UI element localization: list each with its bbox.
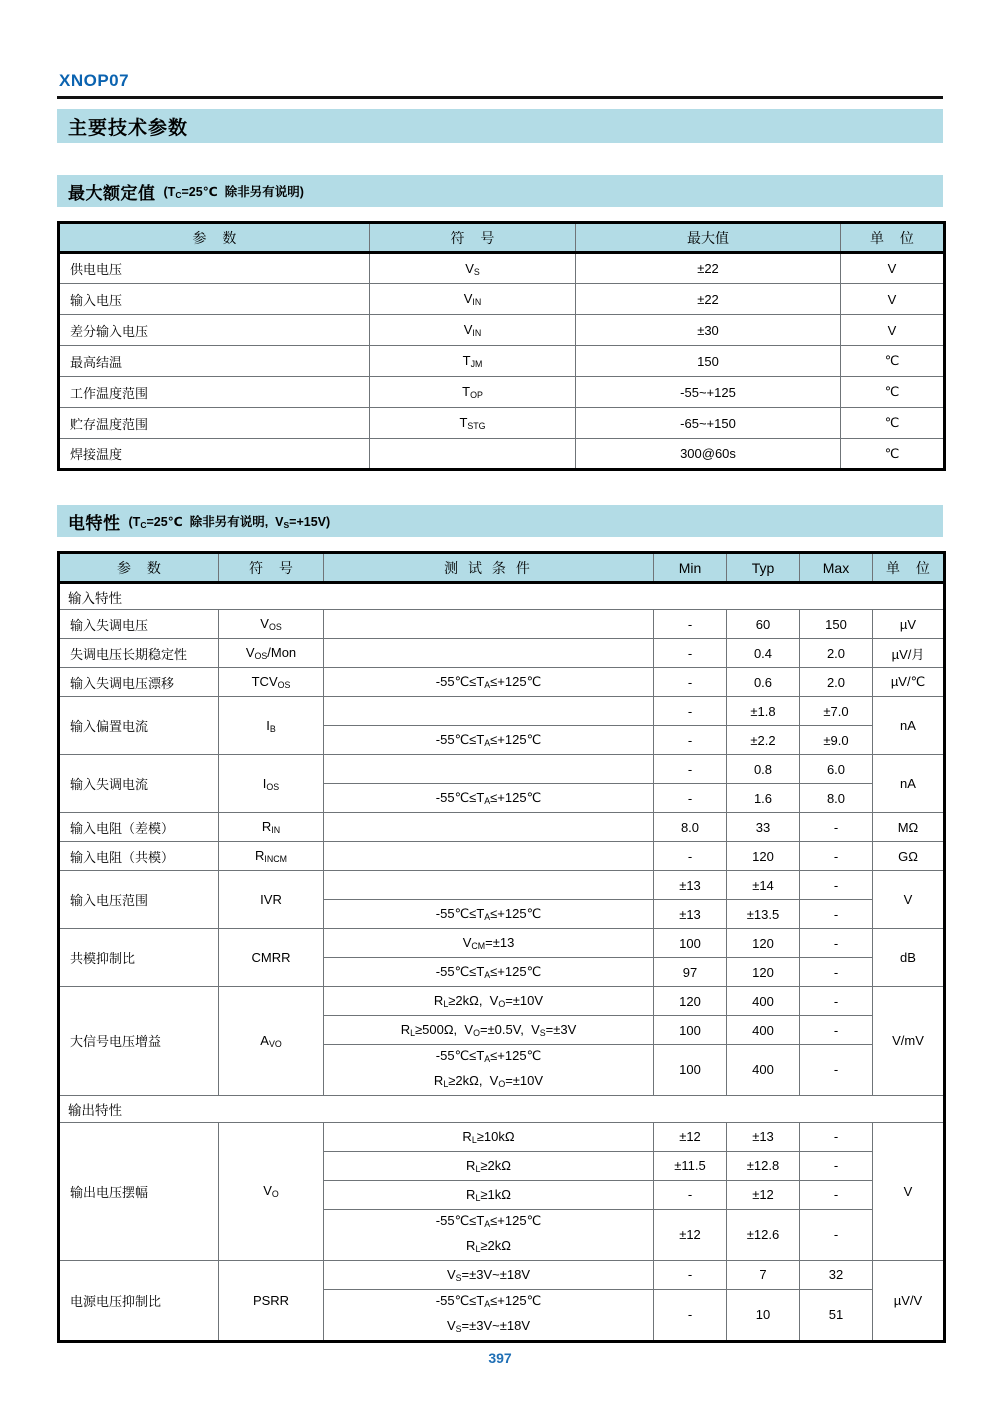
cell-condition: $-55℃\le T_A\le+125℃$ $R_L\ge 2k\Omega$ — [324, 1209, 654, 1260]
cell-min: - — [654, 755, 727, 784]
cell-typ: 400 — [727, 1045, 800, 1096]
cell-max: 8.0 — [800, 784, 873, 813]
cell-typ: ±12.8 — [727, 1151, 800, 1180]
cell-typ: 10 — [727, 1289, 800, 1341]
cell-unit: V — [841, 253, 945, 284]
cell-param: 共模抑制比 — [59, 929, 219, 987]
table-header-row — [59, 223, 945, 253]
elec-table — [57, 551, 946, 1343]
abs-max-title: 最大额定值 — [68, 183, 156, 203]
cell-symbol — [370, 439, 576, 470]
cell-unit: MΩ — [873, 813, 945, 842]
cell-param: 大信号电压增益 — [59, 987, 219, 1096]
cell-param: 输入电压 — [59, 284, 370, 315]
cell-max: - — [800, 842, 873, 871]
cell-symbol: $T_{JM}$ — [370, 346, 576, 377]
cell-unit: ℃ — [841, 346, 945, 377]
cell-param: 电源电压抑制比 — [59, 1260, 219, 1341]
cell-condition — [324, 610, 654, 639]
table-row — [59, 408, 945, 439]
cell-max: ±22 — [576, 284, 841, 315]
cell-max: ±30 — [576, 315, 841, 346]
cell-param: 贮存温度范围 — [59, 408, 370, 439]
cell-symbol: CMRR — [219, 929, 324, 987]
col-header-max: 最大值 — [576, 223, 841, 253]
table-row — [59, 813, 945, 842]
cell-max: -55~+125 — [576, 377, 841, 408]
cell-symbol: $T_{STG}$ — [370, 408, 576, 439]
cell-param: 差分输入电压 — [59, 315, 370, 346]
cell-unit: ℃ — [841, 439, 945, 470]
cell-param: 输出电压摆幅 — [59, 1122, 219, 1260]
cell-min: - — [654, 1289, 727, 1341]
cell-max: 51 — [800, 1289, 873, 1341]
header-divider — [57, 96, 943, 99]
cell-min: 120 — [654, 987, 727, 1016]
cell-condition: $-55℃\le T_A\le+125℃$ — [324, 668, 654, 697]
table-row — [59, 284, 945, 315]
cell-typ: ±12.6 — [727, 1209, 800, 1260]
cell-max: 2.0 — [800, 639, 873, 668]
cell-max: -65~+150 — [576, 408, 841, 439]
cell-typ: 7 — [727, 1260, 800, 1289]
cell-typ: ±13.5 — [727, 900, 800, 929]
table-row — [59, 377, 945, 408]
cell-param: 输入电阻（共模） — [59, 842, 219, 871]
cell-condition: $-55℃\le T_A\le+125℃$ $R_L\ge 2k\Omega$, $V_O=\pm 10V$ — [324, 1045, 654, 1096]
page-content — [57, 70, 943, 1366]
section-title-input: 输入特性 — [59, 583, 945, 610]
table-row — [59, 1122, 945, 1151]
cell-unit: V — [873, 871, 945, 929]
cell-min: - — [654, 610, 727, 639]
cell-min: - — [654, 668, 727, 697]
abs-max-table — [57, 221, 946, 471]
col-header-unit: 单 位 — [841, 223, 945, 253]
cell-unit: ℃ — [841, 377, 945, 408]
cell-condition — [324, 813, 654, 842]
cell-symbol: $V_O$ — [219, 1122, 324, 1260]
col-header-unit: 单 位 — [873, 553, 945, 583]
table-row — [59, 253, 945, 284]
cell-symbol: $R_{IN}$ — [219, 813, 324, 842]
cell-symbol: $TCV_{OS}$ — [219, 668, 324, 697]
cell-typ: ±12 — [727, 1180, 800, 1209]
section-header-row — [59, 1095, 945, 1122]
cell-typ: 60 — [727, 610, 800, 639]
table-row — [59, 315, 945, 346]
cell-typ: 0.8 — [727, 755, 800, 784]
table-row — [59, 697, 945, 726]
cell-unit: µV/℃ — [873, 668, 945, 697]
table-row — [59, 346, 945, 377]
cell-symbol: $V_{IN}$ — [370, 284, 576, 315]
page-number: 397 — [488, 1349, 512, 1366]
table-row — [59, 987, 945, 1016]
cell-min: - — [654, 639, 727, 668]
cell-max: - — [800, 1151, 873, 1180]
cell-param: 失调电压长期稳定性 — [59, 639, 219, 668]
cell-unit: ℃ — [841, 408, 945, 439]
cell-symbol: $V_{OS}$ — [219, 610, 324, 639]
col-header-symbol: 符 号 — [370, 223, 576, 253]
cell-typ: 400 — [727, 1016, 800, 1045]
section-title-output: 输出特性 — [59, 1095, 945, 1122]
cell-max: - — [800, 1016, 873, 1045]
cell-max: - — [800, 1045, 873, 1096]
cell-condition: $-55℃\le T_A\le+125℃$ — [324, 726, 654, 755]
cell-condition: $V_S=\pm 3V\sim\pm 18V$ — [324, 1260, 654, 1289]
table-row — [59, 439, 945, 470]
abs-max-condition: ($T_C=25℃$ 除非另有说明) — [163, 185, 304, 200]
cell-condition: $R_L\ge 1k\Omega$ — [324, 1180, 654, 1209]
cell-param: 输入电阻（差模） — [59, 813, 219, 842]
table-row — [59, 842, 945, 871]
cell-typ: ±13 — [727, 1122, 800, 1151]
cell-min: ±13 — [654, 871, 727, 900]
cell-max: - — [800, 1180, 873, 1209]
cell-max: 2.0 — [800, 668, 873, 697]
cell-condition: $-55℃\le T_A\le+125℃$ $V_S=\pm 3V\sim\pm 18V$ — [324, 1289, 654, 1341]
table-row — [59, 755, 945, 784]
cell-param: 焊接温度 — [59, 439, 370, 470]
cell-max: ±22 — [576, 253, 841, 284]
cell-min: ±12 — [654, 1209, 727, 1260]
table-row — [59, 929, 945, 958]
cell-condition: $-55℃\le T_A\le+125℃$ — [324, 900, 654, 929]
cell-typ: 33 — [727, 813, 800, 842]
col-header-symbol: 符 号 — [219, 553, 324, 583]
cell-unit: µV/月 — [873, 639, 945, 668]
cell-unit: V — [841, 315, 945, 346]
cell-unit: µV — [873, 610, 945, 639]
cell-param: 供电电压 — [59, 253, 370, 284]
cell-condition — [324, 871, 654, 900]
cell-max: 32 — [800, 1260, 873, 1289]
cell-symbol: IVR — [219, 871, 324, 929]
cell-typ: 120 — [727, 842, 800, 871]
cell-unit: dB — [873, 929, 945, 987]
cell-max: 150 — [800, 610, 873, 639]
cell-typ: ±14 — [727, 871, 800, 900]
cell-symbol: $R_{INCM}$ — [219, 842, 324, 871]
cell-max: - — [800, 871, 873, 900]
part-number-title: XNOP07 — [59, 71, 130, 90]
cell-min: ±12 — [654, 1122, 727, 1151]
elec-condition: ($T_C=25℃$ 除非另有说明, $V_S=+15V$) — [128, 515, 331, 530]
cell-min: 97 — [654, 958, 727, 987]
col-header-max: Max — [800, 553, 873, 583]
cell-unit: GΩ — [873, 842, 945, 871]
table-row — [59, 668, 945, 697]
cell-max: - — [800, 813, 873, 842]
cell-param: 输入偏置电流 — [59, 697, 219, 755]
cell-unit: V — [873, 1122, 945, 1260]
cell-param: 输入电压范围 — [59, 871, 219, 929]
col-header-typ: Typ — [727, 553, 800, 583]
cell-unit: nA — [873, 697, 945, 755]
cell-symbol: $T_{OP}$ — [370, 377, 576, 408]
cell-typ: 0.4 — [727, 639, 800, 668]
cell-symbol: $V_S$ — [370, 253, 576, 284]
cell-condition — [324, 639, 654, 668]
cell-symbol: $I_B$ — [219, 697, 324, 755]
cell-max: - — [800, 958, 873, 987]
cell-condition: $R_L\ge 2k\Omega$, $V_O=\pm 10V$ — [324, 987, 654, 1016]
cell-max: - — [800, 1209, 873, 1260]
cell-param: 工作温度范围 — [59, 377, 370, 408]
cell-min: - — [654, 1180, 727, 1209]
cell-max: 300@60s — [576, 439, 841, 470]
cell-typ: 400 — [727, 987, 800, 1016]
elec-title: 电特性 — [68, 513, 121, 533]
cell-symbol: $V_{IN}$ — [370, 315, 576, 346]
cell-min: - — [654, 726, 727, 755]
table-row — [59, 639, 945, 668]
cell-typ: 1.6 — [727, 784, 800, 813]
cell-typ: 0.6 — [727, 668, 800, 697]
cell-min: 8.0 — [654, 813, 727, 842]
cell-symbol: $I_{OS}$ — [219, 755, 324, 813]
table-header-row — [59, 553, 945, 583]
cell-condition: $-55℃\le T_A\le+125℃$ — [324, 958, 654, 987]
cell-condition: $-55℃\le T_A\le+125℃$ — [324, 784, 654, 813]
cell-condition: $R_L\ge 500\Omega$, $V_O=\pm 0.5V$, $V_S=\pm 3V$ — [324, 1016, 654, 1045]
cell-typ: 120 — [727, 929, 800, 958]
cell-param: 最高结温 — [59, 346, 370, 377]
cell-condition: $R_L\ge 2k\Omega$ — [324, 1151, 654, 1180]
cell-unit: V — [841, 284, 945, 315]
cell-param: 输入失调电压 — [59, 610, 219, 639]
abs-max-banner — [57, 175, 943, 207]
cell-symbol: PSRR — [219, 1260, 324, 1341]
cell-min: 100 — [654, 929, 727, 958]
cell-unit: nA — [873, 755, 945, 813]
cell-condition — [324, 697, 654, 726]
cell-typ: ±2.2 — [727, 726, 800, 755]
cell-typ: 120 — [727, 958, 800, 987]
cell-min: - — [654, 697, 727, 726]
main-section-banner — [57, 109, 943, 143]
table-row — [59, 610, 945, 639]
cell-min: ±11.5 — [654, 1151, 727, 1180]
col-header-min: Min — [654, 553, 727, 583]
cell-param: 输入失调电压漂移 — [59, 668, 219, 697]
cell-max: - — [800, 929, 873, 958]
cell-unit: V/mV — [873, 987, 945, 1096]
cell-param: 输入失调电流 — [59, 755, 219, 813]
cell-min: - — [654, 842, 727, 871]
cell-min: - — [654, 784, 727, 813]
cell-max: - — [800, 1122, 873, 1151]
cell-condition: $V_{CM}=\pm 13$ — [324, 929, 654, 958]
cell-max: 150 — [576, 346, 841, 377]
cell-min: 100 — [654, 1016, 727, 1045]
table-row — [59, 871, 945, 900]
cell-condition — [324, 842, 654, 871]
cell-condition — [324, 755, 654, 784]
cell-symbol: $A_{VO}$ — [219, 987, 324, 1096]
abs-max-table-wrapper — [57, 221, 943, 471]
main-section-title: 主要技术参数 — [68, 117, 189, 139]
cell-max: - — [800, 900, 873, 929]
section-header-row — [59, 583, 945, 610]
cell-min: 100 — [654, 1045, 727, 1096]
cell-max: ±7.0 — [800, 697, 873, 726]
cell-symbol: $V_{OS}$/Mon — [219, 639, 324, 668]
col-header-param: 参 数 — [59, 553, 219, 583]
cell-typ: ±1.8 — [727, 697, 800, 726]
cell-max: - — [800, 987, 873, 1016]
col-header-param: 参 数 — [59, 223, 370, 253]
cell-min: - — [654, 1260, 727, 1289]
cell-condition: $R_L\ge 10k\Omega$ — [324, 1122, 654, 1151]
table-row — [59, 1260, 945, 1289]
col-header-condition: 测 试 条 件 — [324, 553, 654, 583]
elec-banner — [57, 505, 943, 537]
cell-max: 6.0 — [800, 755, 873, 784]
cell-max: ±9.0 — [800, 726, 873, 755]
cell-unit: µV/V — [873, 1260, 945, 1341]
cell-min: ±13 — [654, 900, 727, 929]
